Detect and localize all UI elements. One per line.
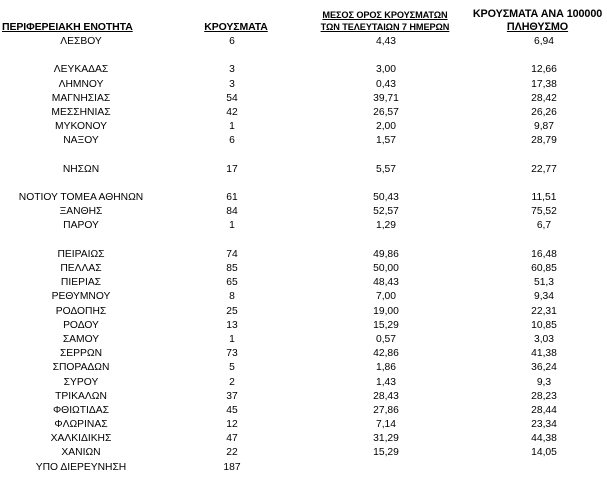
cell-cases: 47 — [226, 433, 238, 445]
cell-seven-day-average: 1,43 — [375, 376, 397, 388]
cell-cases: 13 — [226, 319, 238, 331]
table-row — [0, 404, 607, 418]
cell-cases: 1 — [229, 220, 235, 232]
table-row — [0, 319, 607, 333]
cell-cases-per-100k: 9,3 — [536, 376, 552, 388]
table-row — [0, 276, 607, 290]
table-row-spacer — [0, 49, 607, 63]
cell-cases-per-100k: 3,03 — [533, 333, 555, 345]
cell-seven-day-average: 15,29 — [373, 319, 399, 331]
header-avg-line2: ΤΩΝ ΤΕΛΕΥΤΑΙΩΝ 7 ΗΜΕΡΩΝ — [320, 22, 450, 32]
cell-cases: 85 — [226, 263, 238, 274]
table-row — [0, 290, 607, 304]
cell-region: ΝΑΞΟΥ — [63, 135, 99, 147]
cell-seven-day-average: 52,57 — [373, 206, 399, 218]
table-row — [0, 106, 607, 120]
cell-cases: 5 — [229, 362, 235, 374]
cell-cases-per-100k: 22,31 — [531, 305, 557, 317]
cell-cases-per-100k: 75,52 — [531, 206, 557, 218]
cell-region: ΠΕΛΛΑΣ — [60, 263, 102, 274]
cell-cases: 37 — [226, 390, 238, 402]
cell-region: ΛΗΜΝΟΥ — [58, 78, 104, 90]
cell-seven-day-average: 49,86 — [373, 248, 399, 260]
cell-seven-day-average: 31,29 — [373, 433, 399, 445]
cell-cases: 8 — [229, 291, 235, 303]
table-row — [0, 333, 607, 347]
header-region: ΠΕΡΙΦΕΡΕΙΑΚΗ ΕΝΟΤΗΤΑ — [2, 21, 133, 33]
cell-seven-day-average: 0,43 — [375, 78, 397, 90]
cell-cases: 25 — [226, 305, 238, 317]
table-row — [0, 390, 607, 404]
cell-region: ΞΑΝΘΗΣ — [59, 206, 103, 218]
cell-seven-day-average: 5,57 — [375, 163, 397, 175]
table-row — [0, 63, 607, 77]
table-row — [0, 120, 607, 134]
cell-region: ΛΕΣΒΟΥ — [60, 36, 102, 47]
cell-cases: 1 — [229, 121, 235, 133]
cell-region: ΝΗΣΩΝ — [62, 163, 100, 175]
cell-seven-day-average: 3,00 — [375, 64, 397, 76]
cell-seven-day-average: 2,00 — [375, 121, 397, 133]
cell-region: ΠΙΕΡΙΑΣ — [60, 277, 102, 289]
header-avg-line1: ΜΕΣΟΣ ΟΡΟΣ ΚΡΟΥΣΜΑΤΩΝ — [322, 10, 448, 20]
table-row — [0, 78, 607, 92]
cell-region: ΜΕΣΣΗΝΙΑΣ — [51, 106, 111, 118]
cell-seven-day-average: 48,43 — [373, 277, 399, 289]
cell-region: ΛΕΥΚΑΔΑΣ — [53, 64, 109, 76]
cell-cases-per-100k: 28,23 — [531, 390, 557, 402]
cell-cases: 3 — [229, 78, 235, 90]
table-row — [0, 432, 607, 446]
cell-cases-per-100k: 17,38 — [531, 78, 557, 90]
cell-region: ΝΟΤΙΟΥ ΤΟΜΕΑ ΑΘΗΝΩΝ — [18, 192, 144, 204]
table-row — [0, 248, 607, 262]
cell-region: ΡΕΘΥΜΝΟΥ — [51, 291, 111, 303]
cell-cases: 6 — [229, 135, 235, 147]
cell-region: ΧΑΛΚΙΔΙΚΗΣ — [50, 433, 112, 445]
cell-cases-per-100k: 36,24 — [531, 362, 557, 374]
table-row — [0, 376, 607, 390]
cell-cases: 45 — [226, 404, 238, 416]
table-row — [0, 461, 607, 475]
cell-cases-per-100k: 44,38 — [531, 433, 557, 445]
cell-seven-day-average: 0,57 — [375, 333, 397, 345]
table-row — [0, 92, 607, 106]
table-row — [0, 191, 607, 205]
cell-cases: 73 — [226, 348, 238, 360]
table-row — [0, 163, 607, 177]
cell-cases-per-100k: 14,05 — [531, 447, 557, 459]
cell-seven-day-average: 27,86 — [373, 404, 399, 416]
cell-seven-day-average: 39,71 — [373, 92, 399, 104]
cell-cases: 2 — [229, 376, 235, 388]
table-body — [0, 35, 607, 475]
cell-cases-per-100k: 41,38 — [531, 348, 557, 360]
table-row — [0, 361, 607, 375]
cell-seven-day-average: 4,43 — [375, 36, 397, 47]
cell-cases-per-100k: 28,44 — [531, 404, 557, 416]
cell-cases: 65 — [226, 277, 238, 289]
cell-region: ΦΛΩΡΙΝΑΣ — [54, 419, 108, 431]
cell-seven-day-average: 1,29 — [375, 220, 397, 232]
cell-region: ΦΘΙΩΤΙΔΑΣ — [52, 404, 110, 416]
table-row-spacer — [0, 177, 607, 191]
cell-cases: 187 — [223, 461, 241, 473]
cell-region: ΜΥΚΟΝΟΥ — [55, 121, 107, 133]
cell-seven-day-average: 1,86 — [375, 362, 397, 374]
cell-cases-per-100k: 6,7 — [536, 220, 552, 232]
cell-cases-per-100k: 16,48 — [531, 248, 557, 260]
cell-cases: 12 — [226, 419, 238, 431]
cell-seven-day-average: 7,00 — [375, 291, 397, 303]
header-per-line2: ΠΛΗΘΥΣΜΟ — [506, 21, 569, 33]
cell-seven-day-average: 42,86 — [373, 348, 399, 360]
cell-cases-per-100k: 11,51 — [531, 192, 557, 204]
cell-region: ΠΕΙΡΑΙΩΣ — [57, 248, 105, 260]
cell-seven-day-average: 1,57 — [375, 135, 397, 147]
cell-cases: 1 — [229, 333, 235, 345]
cell-seven-day-average: 50,43 — [373, 192, 399, 204]
cell-region: ΣΕΡΡΩΝ — [59, 348, 103, 360]
cell-seven-day-average: 26,57 — [373, 106, 399, 118]
cell-cases: 17 — [226, 163, 238, 175]
cell-cases: 22 — [226, 447, 238, 459]
cell-cases-per-100k: 28,42 — [531, 92, 557, 104]
cell-seven-day-average: 7,14 — [375, 419, 397, 431]
table-row-spacer — [0, 149, 607, 163]
cell-region: ΧΑΝΙΩΝ — [61, 447, 101, 459]
cell-seven-day-average: 50,00 — [373, 263, 399, 274]
cell-cases: 3 — [229, 64, 235, 76]
cell-region: ΣΠΟΡΑΔΩΝ — [52, 362, 110, 374]
cell-cases: 6 — [229, 36, 235, 47]
cell-cases: 74 — [226, 248, 238, 260]
cell-cases-per-100k: 51,3 — [533, 277, 555, 289]
cell-cases-per-100k: 9,87 — [533, 121, 555, 133]
cell-region: ΣΑΜΟΥ — [62, 333, 100, 345]
cell-cases: 42 — [226, 106, 238, 118]
table-row — [0, 347, 607, 361]
cell-seven-day-average: 19,00 — [373, 305, 399, 317]
cell-region: ΣΥΡΟΥ — [63, 376, 99, 388]
table-row — [0, 219, 607, 233]
cell-cases-per-100k: 23,34 — [531, 419, 557, 431]
cell-cases: 84 — [226, 206, 238, 218]
table-row — [0, 205, 607, 219]
table-row — [0, 262, 607, 276]
cell-region: ΡΟΔΟΥ — [63, 319, 99, 331]
cell-cases-per-100k: 9,34 — [533, 291, 555, 303]
cell-cases-per-100k: 22,77 — [531, 163, 557, 175]
table-row-spacer — [0, 234, 607, 248]
table-row — [0, 418, 607, 432]
cell-cases: 54 — [226, 92, 238, 104]
cell-region: ΠΑΡΟΥ — [63, 220, 99, 232]
header-cases: ΚΡΟΥΣΜΑΤΑ — [204, 21, 268, 33]
table-row — [0, 305, 607, 319]
table-row — [0, 35, 607, 49]
table-row — [0, 446, 607, 460]
cell-cases-per-100k: 28,79 — [531, 135, 557, 147]
cell-cases-per-100k: 26,26 — [531, 106, 557, 118]
cell-seven-day-average: 28,43 — [373, 390, 399, 402]
cell-cases-per-100k: 60,85 — [531, 263, 557, 274]
cell-region: ΡΟΔΟΠΗΣ — [55, 305, 107, 317]
cell-region: ΜΑΓΝΗΣΙΑΣ — [51, 92, 111, 104]
cell-cases: 61 — [226, 192, 238, 204]
cell-cases-per-100k: 10,85 — [531, 319, 557, 331]
header-cases-per-100k — [468, 8, 607, 34]
cell-region: ΥΠΟ ΔΙΕΡΕΥΝΗΣΗ — [35, 461, 127, 473]
cell-cases-per-100k: 6,94 — [533, 36, 555, 47]
header-per-line1: ΚΡΟΥΣΜΑΤΑ ΑΝΑ 100000 — [472, 8, 603, 20]
header-seven-day-average — [302, 9, 468, 33]
cell-cases-per-100k: 12,66 — [531, 64, 557, 76]
cell-region: ΤΡΙΚΑΛΩΝ — [55, 390, 107, 402]
cell-seven-day-average: 15,29 — [373, 447, 399, 459]
table-row — [0, 134, 607, 148]
